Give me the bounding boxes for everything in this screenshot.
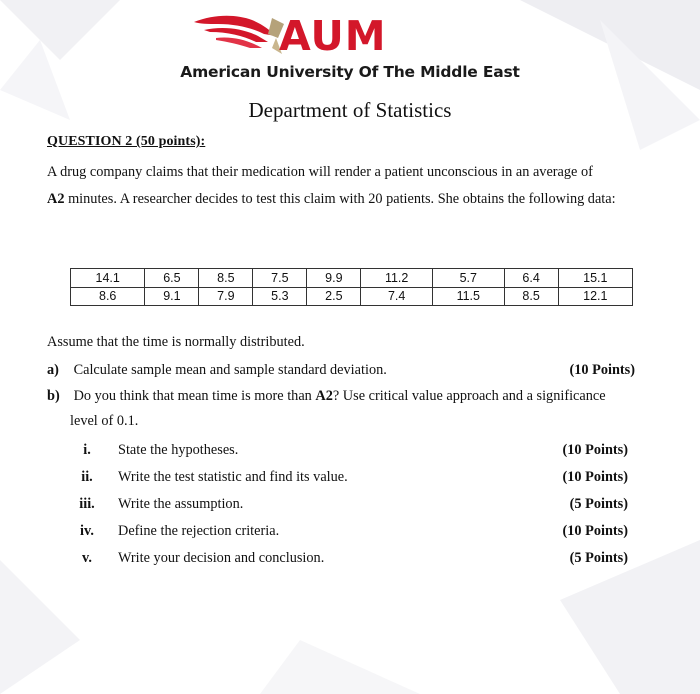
table-cell: 6.5 [145,269,199,288]
part-b-text2: ? Use critical value approach and a significance [332,388,606,404]
table-cell: 8.5 [199,269,253,288]
table-cell: 9.9 [307,269,361,288]
part-a [47,362,635,379]
department-title: Department of Statistics [248,98,452,122]
part-a-points: (10 Points) [569,362,635,378]
wing-icon [192,8,292,64]
subpart-points: (10 Points) [562,469,628,485]
question-intro [47,159,657,213]
table-row [71,287,633,306]
subpart-text: Write your decision and conclusion. [118,550,325,566]
question-title: QUESTION 2 (50 points): [47,134,206,149]
table-cell: 12.1 [558,287,632,306]
subpart-text: Write the assumption. [118,496,244,512]
part-b-text1: Do you think that mean time is more than [73,388,312,404]
part-a-label: a) [47,362,59,378]
subpart-v [70,550,628,576]
table-cell: 8.5 [504,287,558,306]
intro-bold: A2 [47,191,65,207]
subpart-number: i. [83,442,91,458]
table-cell: 5.3 [253,287,307,306]
aum-logo [192,8,442,64]
part-b [47,388,659,405]
table-cell: 11.2 [361,269,433,288]
subpart-points: (10 Points) [562,442,628,458]
table-cell: 11.5 [432,287,504,306]
subpart-number: v. [82,550,92,566]
table-cell: 5.7 [432,269,504,288]
assumption-text: Assume that the time is normally distributed. [47,334,305,350]
table-cell: 7.5 [253,269,307,288]
logo-text: AUM [279,12,387,60]
table-cell: 6.4 [504,269,558,288]
intro-part1: A drug company claims that their medication will render a patient unconscious in an average of [47,164,593,180]
table-row [71,269,633,288]
table-cell: 8.6 [71,287,145,306]
subpart-ii [70,469,628,495]
table-cell: 15.1 [558,269,632,288]
part-b-label: b) [47,388,60,404]
subpart-iv [70,523,628,549]
data-table [70,268,633,306]
subpart-points: (10 Points) [562,523,628,539]
subpart-iii [70,496,628,522]
part-b-continued: level of 0.1. [70,413,139,429]
university-name: American University Of The Middle East [180,63,520,81]
subpart-text: Define the rejection criteria. [118,523,280,539]
subpart-i [70,442,628,468]
subpart-number: iv. [80,523,94,539]
subpart-points: (5 Points) [569,496,628,512]
table-cell: 7.9 [199,287,253,306]
part-a-text: Calculate sample mean and sample standard deviation. [73,362,387,378]
subpart-number: ii. [81,469,93,485]
subpart-text: State the hypotheses. [118,442,239,458]
subpart-number: iii. [79,496,95,512]
part-b-bold: A2 [315,388,333,404]
intro-part2: minutes. A researcher decides to test this claim with 20 patients. She obtains the following data: [68,191,616,207]
subpart-points: (5 Points) [569,550,628,566]
subpart-text: Write the test statistic and find its value. [118,469,348,485]
table-cell: 9.1 [145,287,199,306]
header [0,0,700,90]
table-cell: 2.5 [307,287,361,306]
table-cell: 14.1 [71,269,145,288]
table-cell: 7.4 [361,287,433,306]
